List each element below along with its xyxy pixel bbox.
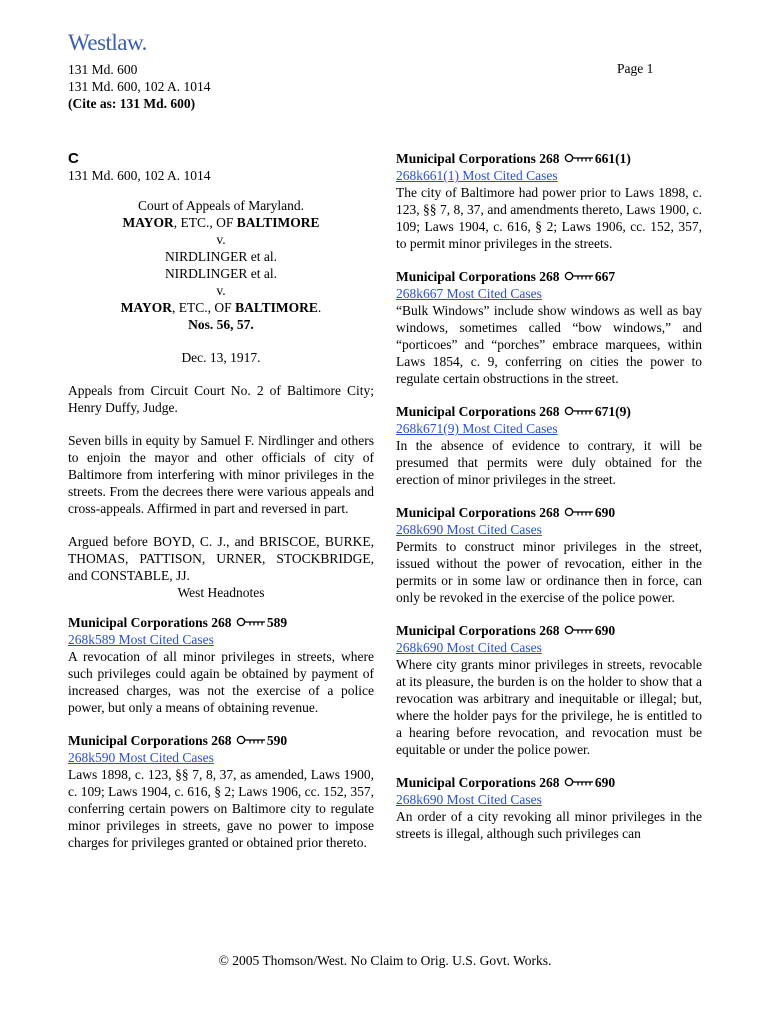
west-headnotes-heading: West Headnotes bbox=[177, 585, 265, 600]
headnote-title: Municipal Corporations 268 661(1) bbox=[396, 151, 631, 166]
headnote bbox=[396, 268, 702, 387]
headnotes-left bbox=[68, 614, 374, 851]
headnote-title: Municipal Corporations 268 667 bbox=[396, 269, 616, 284]
case-summary: Seven bills in equity by Samuel F. Nirdlinger and others to enjoin the mayor and other officials of city of Baltimore from interfering with minor privileges in the streets. From the decrees there were various appeals and cross-appeals. Affirmed in part and reversed in part. bbox=[68, 433, 374, 516]
headnote-text: In the absence of evidence to contrary, it will be presumed that permits were duly obtained for the erection of minor privileges in the street. bbox=[396, 438, 702, 487]
docket-numbers: Nos. 56, 57. bbox=[188, 317, 254, 332]
right-column bbox=[396, 150, 702, 858]
key-number-icon bbox=[563, 404, 595, 419]
case-citation: 131 Md. 600, 102 A. 1014 bbox=[68, 168, 211, 183]
headnote-title: Municipal Corporations 268 671(9) bbox=[396, 404, 631, 419]
headnote-title: Municipal Corporations 268 589 bbox=[68, 615, 288, 630]
headnote-text: A revocation of all minor privileges in streets, where such privileges could again be obtained by payment of increased charges, was not the exercise of a police power, but only a means of obtaining revenue. bbox=[68, 649, 374, 715]
most-cited-cases-link[interactable]: 268k590 Most Cited Cases bbox=[68, 750, 214, 765]
headnote-text: Where city grants minor privileges in streets, revocable at its pleasure, the burden is on the holder to show that a revocation was arbitrary and inequitable or illegal; but, where the holder pays for the privilege, he is entitled to a hearing before revocation, and revocation must be equitable or under the police power. bbox=[396, 657, 702, 757]
most-cited-cases-link[interactable]: 268k690 Most Cited Cases bbox=[396, 792, 542, 807]
party-1: MAYOR, ETC., OF BALTIMORE bbox=[122, 215, 320, 230]
headnote bbox=[396, 622, 702, 758]
key-number-icon bbox=[235, 733, 267, 748]
headnote-title: Municipal Corporations 268 690 bbox=[396, 623, 616, 638]
headnote-text: “Bulk Windows” include show windows as well as bay windows, sometimes called “bow windows,” and “porticoes” and “porches” embrace marquees, within Laws 1854, c. 9, conferring on cities the power to regulate certain obstructions in the street. bbox=[396, 303, 702, 386]
headnote bbox=[396, 774, 702, 842]
key-number-icon bbox=[563, 623, 595, 638]
headnote-title: Municipal Corporations 268 690 bbox=[396, 775, 616, 790]
headnote bbox=[68, 614, 374, 716]
page-number: Page 1 bbox=[617, 61, 654, 76]
most-cited-cases-link[interactable]: 268k690 Most Cited Cases bbox=[396, 522, 542, 537]
key-number-icon bbox=[563, 775, 595, 790]
decision-date: Dec. 13, 1917. bbox=[181, 350, 261, 365]
left-column bbox=[68, 150, 374, 867]
citation-header bbox=[68, 61, 211, 112]
argued-before: Argued before BOYD, C. J., and BRISCOE, BURKE, THOMAS, PATTISON, URNER, STOCKBRIDGE, and CONSTABLE, JJ. bbox=[68, 534, 374, 583]
copyright-footer: © 2005 Thomson/West. No Claim to Orig. U.S. Govt. Works. bbox=[218, 953, 552, 968]
party-2: NIRDLINGER et al. bbox=[164, 249, 278, 264]
headnote bbox=[396, 150, 702, 252]
headnote bbox=[396, 504, 702, 606]
most-cited-cases-link[interactable]: 268k661(1) Most Cited Cases bbox=[396, 168, 558, 183]
headnote-title: Municipal Corporations 268 590 bbox=[68, 733, 288, 748]
key-number-icon bbox=[563, 505, 595, 520]
headnote-text: Permits to construct minor privileges in the street, issued without the power of revocation, either in the permits or in some law or ordinance then in force, can only be revoked in the exercise of the police power. bbox=[396, 539, 702, 605]
headnote bbox=[68, 732, 374, 851]
key-number-icon bbox=[563, 269, 595, 284]
most-cited-cases-link[interactable]: 268k667 Most Cited Cases bbox=[396, 286, 542, 301]
header-line-2: 131 Md. 600, 102 A. 1014 bbox=[68, 79, 211, 94]
most-cited-cases-link[interactable]: 268k589 Most Cited Cases bbox=[68, 632, 214, 647]
versus-1: v. bbox=[216, 232, 226, 247]
headnote-title: Municipal Corporations 268 690 bbox=[396, 505, 616, 520]
westlaw-logo: Westlaw. bbox=[68, 30, 147, 55]
headnote-text: Laws 1898, c. 123, §§ 7, 8, 37, as amended, Laws 1900, c. 109; Laws 1904, c. 616, § 2; Laws 1906, cc. 152, 357, conferring certain powers on Baltimore city to regulate minor privileges in streets, gave no power to impose charges for privileges granted or obtained prior thereto. bbox=[68, 767, 374, 850]
versus-2: v. bbox=[216, 283, 226, 298]
most-cited-cases-link[interactable]: 268k690 Most Cited Cases bbox=[396, 640, 542, 655]
court-name: Court of Appeals of Maryland. bbox=[137, 198, 305, 213]
headnote bbox=[396, 403, 702, 488]
key-number-icon bbox=[235, 615, 267, 630]
keycite-flag-icon[interactable]: C bbox=[68, 150, 79, 167]
headnote-text: The city of Baltimore had power prior to Laws 1898, c. 123, §§ 7, 8, 37, and amendments thereto, Laws 1900, c. 109; Laws 1904, c. 616, § 2; Laws 1906, cc. 152, 357, to permit minor privileges in the streets. bbox=[396, 185, 702, 251]
most-cited-cases-link[interactable]: 268k671(9) Most Cited Cases bbox=[396, 421, 558, 436]
key-number-icon bbox=[563, 151, 595, 166]
appeal-from: Appeals from Circuit Court No. 2 of Baltimore City; Henry Duffy, Judge. bbox=[68, 383, 374, 415]
party-3: NIRDLINGER et al. bbox=[164, 266, 278, 281]
header-cite-as: (Cite as: 131 Md. 600) bbox=[68, 96, 196, 111]
header-line-1: 131 Md. 600 bbox=[68, 62, 138, 77]
headnote-text: An order of a city revoking all minor privileges in the streets is illegal, although such privileges can bbox=[396, 809, 702, 841]
headnotes-right bbox=[396, 150, 702, 842]
party-4: MAYOR, ETC., OF BALTIMORE. bbox=[120, 300, 322, 315]
